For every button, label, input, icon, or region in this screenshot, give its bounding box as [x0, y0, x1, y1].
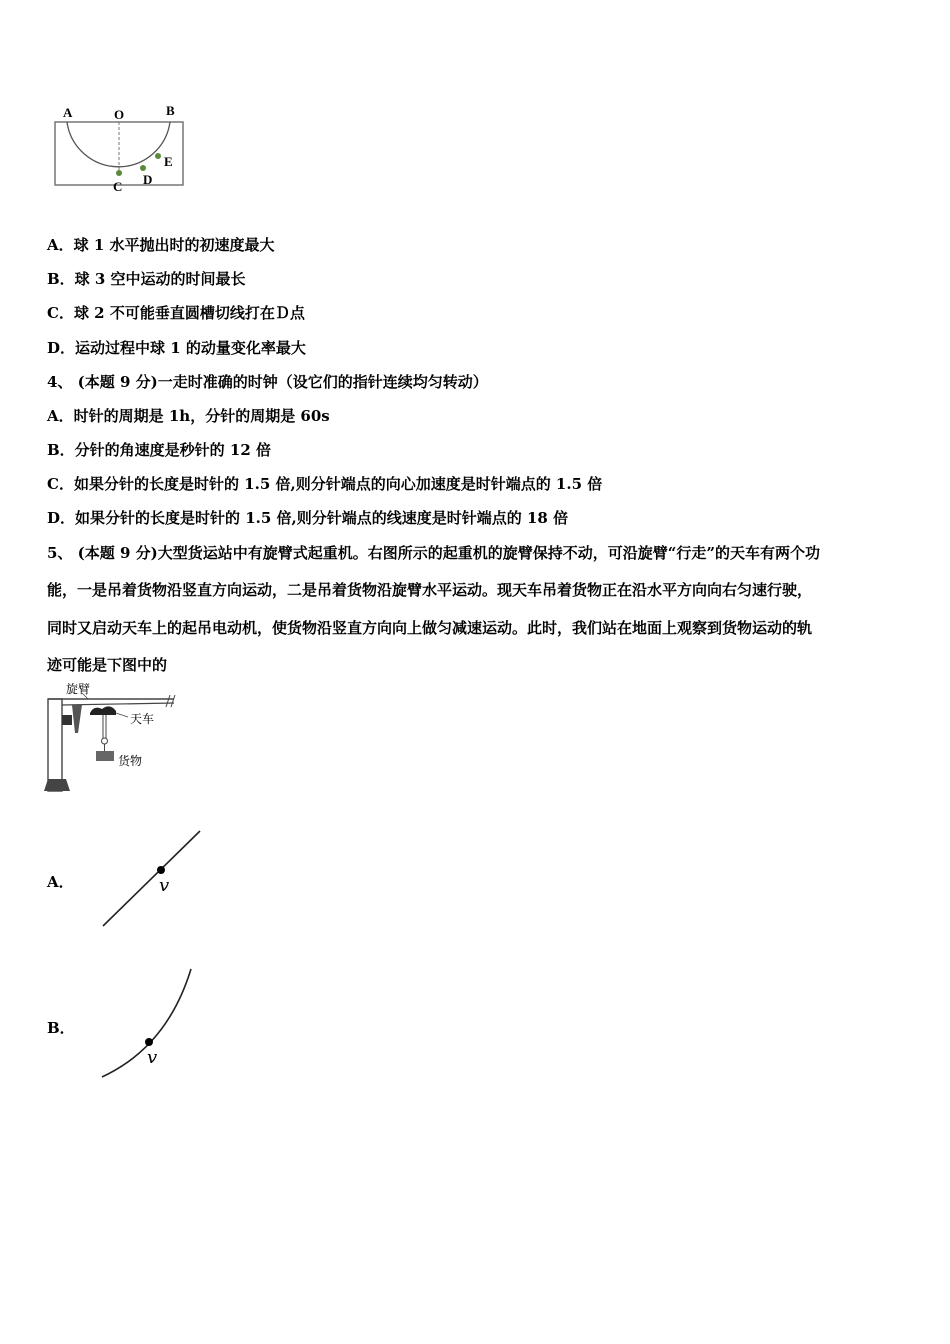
crane-figure: [42, 683, 182, 795]
q3-option-a: A．球 1 水平抛出时的初速度最大: [47, 236, 275, 254]
label-a: A: [63, 105, 73, 120]
arm-label: 旋臂: [66, 683, 91, 696]
groove-figure: [50, 100, 190, 195]
label-d: D: [143, 172, 153, 187]
q3-option-c: C．球 2 不可能垂直圆槽切线打在Ｄ点: [47, 304, 305, 322]
ball-c: [116, 170, 122, 176]
q4-option-a: A．时针的周期是 1h，分针的周期是 60s: [47, 407, 330, 425]
cargo-label: 货物: [118, 754, 143, 768]
q4-option-c: C．如果分针的长度是时针的 1.5 倍,则分针端点的向心加速度是时针端点的 1.5 倍: [47, 475, 603, 493]
label-b: B: [166, 103, 175, 118]
label-e: E: [164, 154, 173, 169]
q5-stem-line-4: 迹可能是下图中的: [47, 656, 168, 674]
q5-stem-line-3: 同时又启动天车上的起吊电动机，使货物沿竖直方向向上做匀减速运动。此时，我们站在地面上观察到货物运动的轨: [47, 619, 813, 637]
ball-e: [155, 153, 161, 159]
q4-option-d: D．如果分针的长度是时针的 1.5 倍,则分针端点的线速度是时针端点的 18 倍: [47, 509, 569, 527]
ball-d: [140, 165, 146, 171]
q4-option-b: B．分针的角速度是秒针的 12 倍: [47, 441, 271, 459]
trajectory-b-figure: [95, 965, 210, 1083]
trolley-label: 天车: [130, 712, 155, 726]
q3-option-d: D．运动过程中球 1 的动量变化率最大: [47, 339, 306, 357]
q5-option-b-label: B．: [47, 1019, 75, 1037]
q3-option-b: B．球 3 空中运动的时间最长: [47, 270, 246, 288]
velocity-label-a: v: [159, 875, 170, 896]
label-o: O: [114, 107, 125, 122]
q4-stem: 4、 (本题 9 分)一走时准确的时钟（设它们的指针连续均匀转动）: [47, 373, 488, 391]
velocity-label-b: v: [147, 1047, 158, 1068]
q5-stem-line-1: 5、 (本题 9 分)大型货运站中有旋臂式起重机。右图所示的起重机的旋臂保持不动，可沿旋臂“行走”的天车有两个功: [47, 544, 820, 562]
q5-option-a-label: A．: [47, 873, 74, 891]
q5-stem-line-2: 能，一是吊着货物沿竖直方向运动，二是吊着货物沿旋臂水平运动。现天车吊着货物正在沿水平方向向右匀速行驶，: [47, 581, 813, 599]
label-c: C: [113, 179, 123, 194]
trajectory-a-figure: [95, 825, 210, 930]
